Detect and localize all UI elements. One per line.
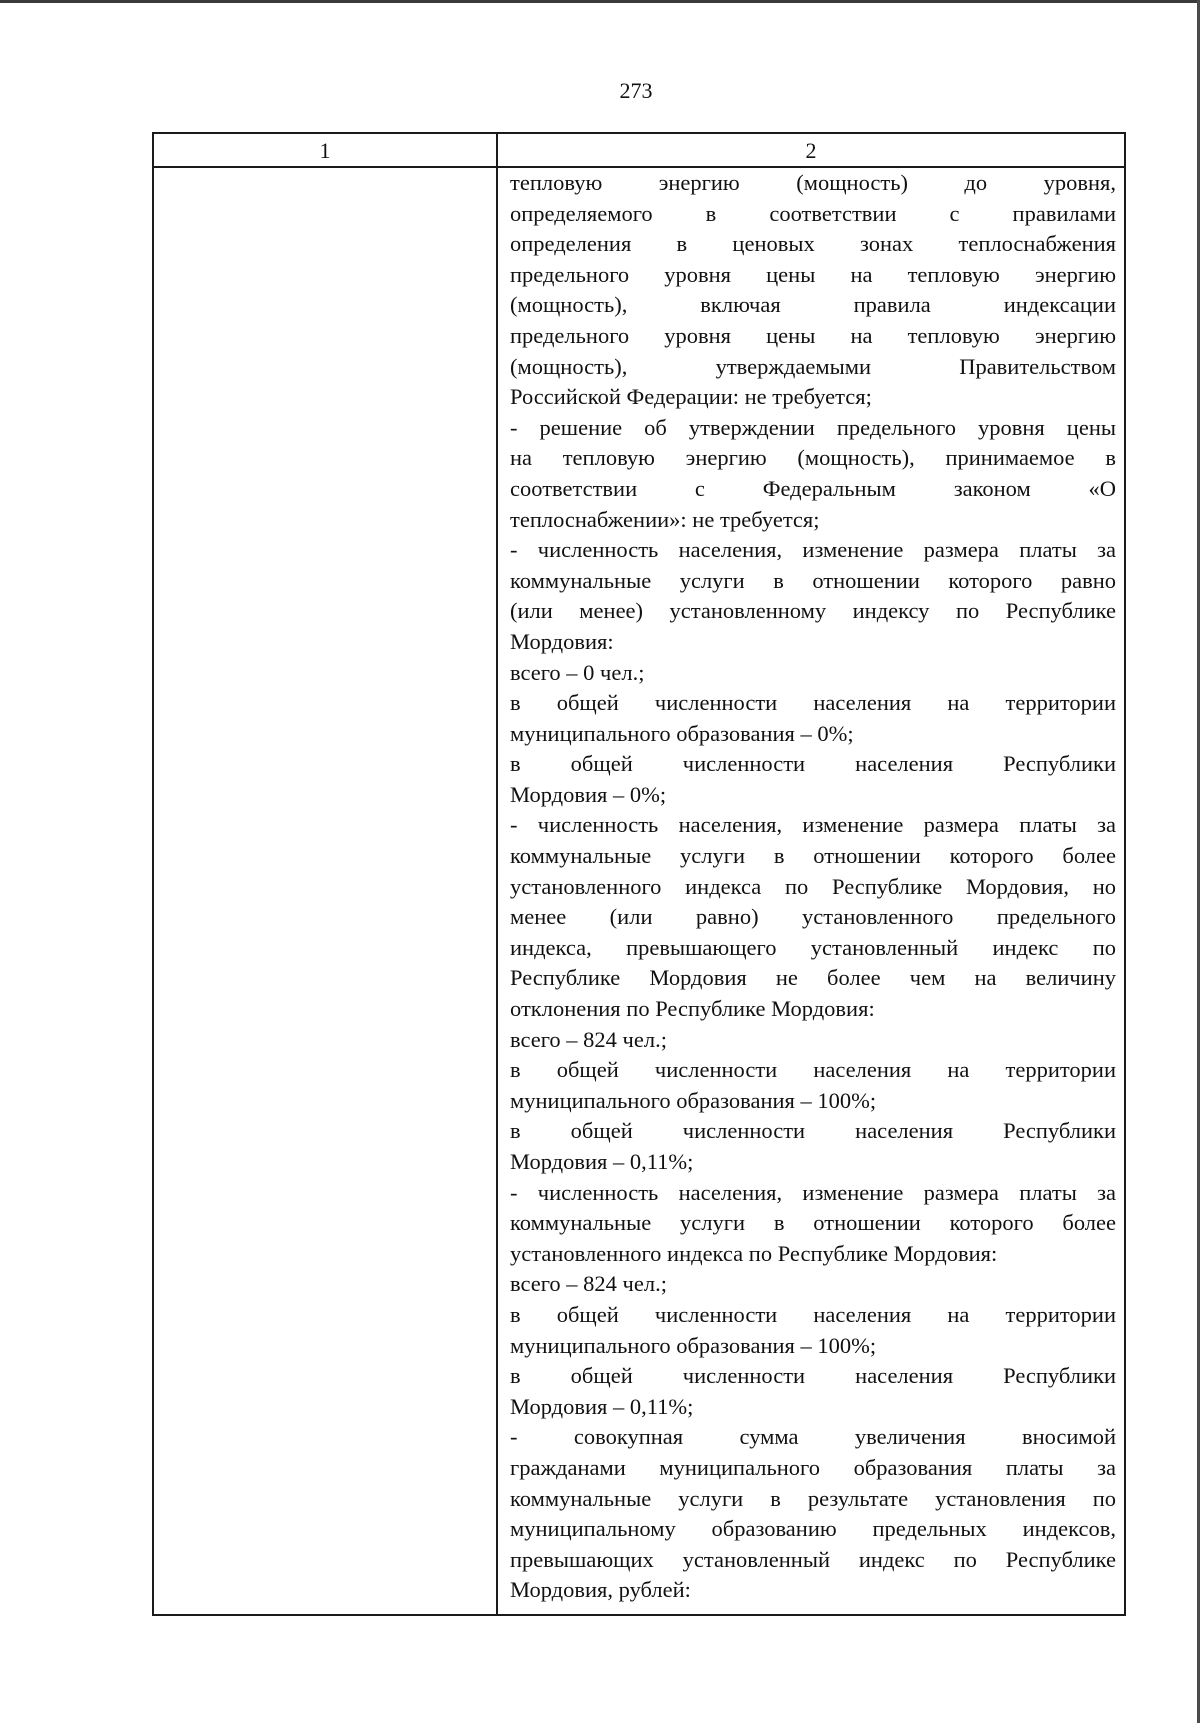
text-line: менее (или равно) установленного предельного [510, 904, 1116, 930]
text-line: муниципального образования – 100%; [510, 1332, 877, 1358]
text-line: Мордовия – 0%; [510, 781, 667, 807]
scan-edge-top [0, 0, 1200, 3]
text-line: коммунальные услуги в отношении которого более [510, 1210, 1116, 1236]
text-line: Республике Мордовия не более чем на величину [510, 965, 1116, 991]
column-header-2: 2 [805, 138, 817, 163]
text-line: - численность населения, изменение размера платы за [510, 537, 1116, 563]
page-number: 273 [619, 78, 653, 103]
text-line: отклонения по Республике Мордовия: [510, 996, 875, 1022]
text-line: предельного уровня цены на тепловую энергию [510, 261, 1116, 287]
text-line: всего – 824 чел.; [510, 1026, 667, 1052]
text-line: в общей численности населения Республики [510, 1118, 1116, 1144]
text-line: коммунальные услуги в отношении которого равно [510, 567, 1116, 593]
text-line: Мордовия – 0,11%; [510, 1393, 694, 1419]
text-line: - численность населения, изменение размера платы за [510, 1179, 1116, 1205]
text-line: всего – 0 чел.; [510, 659, 645, 685]
text-line: муниципального образования – 100%; [510, 1087, 877, 1113]
text-line: - решение об утверждении предельного уровня цены [510, 414, 1116, 440]
text-line: в общей численности населения на территории [510, 1301, 1116, 1327]
text-line: теплоснабжении»: не требуется; [510, 506, 820, 532]
text-line: превышающих установленный индекс по Республике [510, 1546, 1116, 1572]
text-line: - совокупная сумма увеличения вносимой [510, 1424, 1116, 1450]
text-line: в общей численности населения Республики [510, 1363, 1116, 1389]
table-cell-column-2 [510, 168, 1116, 1606]
text-line: соответствии с Федеральным законом «О [510, 475, 1116, 501]
text-line: на тепловую энергию (мощность), принимаемое в [510, 445, 1116, 471]
text-line: (мощность), утверждаемыми Правительством [510, 353, 1116, 379]
text-line: установленного индекса по Республике Мордовия, но [510, 873, 1116, 899]
text-line: коммунальные услуги в отношении которого более [510, 843, 1116, 869]
text-line: (мощность), включая правила индексации [510, 292, 1116, 318]
text-line: определения в ценовых зонах теплоснабжения [510, 231, 1116, 257]
text-line: Мордовия: [510, 628, 614, 654]
table-header-row [154, 134, 1124, 168]
text-line: предельного уровня цены на тепловую энергию [510, 322, 1116, 348]
text-line: определяемого в соответствии с правилами [510, 200, 1116, 226]
text-line: Мордовия – 0,11%; [510, 1149, 694, 1174]
text-line: всего – 824 чел.; [510, 1271, 667, 1297]
document-table [152, 132, 1126, 1616]
text-line: в общей численности населения на территории [510, 1057, 1116, 1083]
text-line: гражданами муниципального образования платы за [510, 1454, 1116, 1480]
text-line: тепловую энергию (мощность) до уровня, [510, 170, 1116, 195]
text-line: индекса, превышающего установленный индекс по [510, 934, 1116, 960]
column-header-1: 1 [319, 138, 331, 163]
text-line: Мордовия, рублей: [510, 1577, 691, 1603]
column-divider [496, 134, 498, 1614]
text-line: (или менее) установленному индексу по Республике [510, 598, 1116, 624]
text-line: - численность населения, изменение размера платы за [510, 812, 1116, 838]
text-line: Российской Федерации: не требуется; [510, 384, 872, 410]
text-line: муниципального образования – 0%; [510, 720, 854, 746]
text-line: установленного индекса по Республике Мордовия: [510, 1240, 998, 1266]
text-line: в общей численности населения Республики [510, 751, 1116, 777]
text-line: коммунальные услуги в результате установления по [510, 1485, 1116, 1511]
text-line: в общей численности населения на территории [510, 690, 1116, 716]
text-line: муниципальному образованию предельных индексов, [510, 1516, 1116, 1542]
